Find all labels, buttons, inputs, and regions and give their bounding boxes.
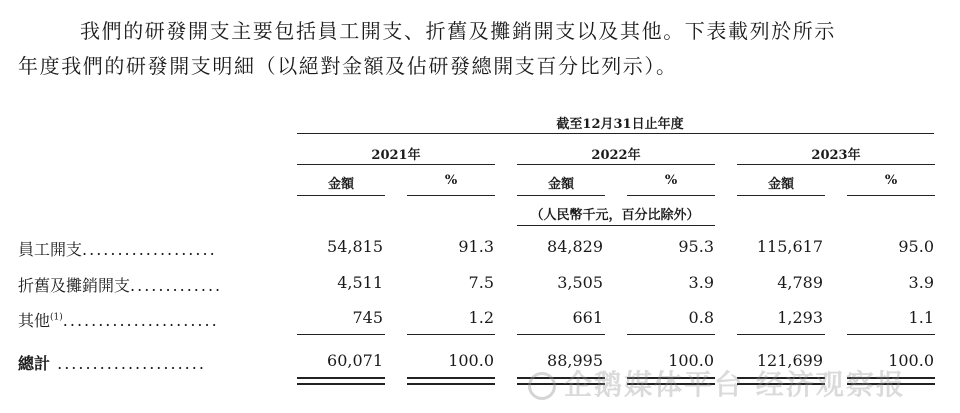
watermark [528, 363, 948, 403]
penguin-logo-icon [528, 372, 556, 400]
unit-note: （人民幣千元，百分比除外） [530, 208, 700, 223]
year-rule-2023 [737, 164, 935, 165]
row-label-total: 總計 ..................... [18, 354, 206, 373]
year-2023-header: 2023年 [811, 148, 861, 163]
cell-total-2023-percent: 100.0 [888, 351, 934, 370]
year-rule-2021 [297, 164, 495, 165]
col-rule-amount-2023 [737, 195, 825, 196]
cell-staff-2022-percent: 95.3 [678, 237, 714, 256]
row-label-other: 其他$^{(1)}$...................... [18, 311, 219, 330]
total-double-rule-bottom-2021-amount [297, 383, 385, 385]
cell-staff-2022-amount: 84,829 [547, 237, 603, 256]
cell-staff-2021-percent: 91.3 [458, 237, 494, 256]
cell-other-2023-percent: 1.1 [908, 308, 934, 327]
col-amount-2021: 金額 [327, 177, 354, 192]
watermark-text: 企鹅媒体平台 经济观察报 [564, 368, 906, 401]
cell-depr-2022-amount: 3,505 [557, 273, 603, 292]
subtotal-rule-2021-amount [297, 334, 385, 335]
row-label-text: 總計 [18, 354, 51, 373]
subtotal-rule-2023-percent [847, 334, 935, 335]
cell-depr-2023-percent: 3.9 [908, 273, 934, 292]
cell-depr-2021-amount: 4,511 [337, 273, 383, 292]
col-rule-percent-2023 [847, 195, 935, 196]
row-label-depreciation: 折舊及攤銷開支............. [18, 276, 223, 295]
period-header: 截至12月31日止年度 [556, 117, 684, 132]
year-2021-header: 2021年 [371, 148, 421, 163]
year-2022-header: 2022年 [591, 148, 641, 163]
col-amount-2023: 金額 [767, 177, 794, 192]
intro-line-1: 我們的研發開支主要包括員工開支、折舊及攤銷開支以及其他。下表載列於所示 [80, 19, 836, 43]
col-percent-2023: % [884, 173, 898, 188]
subtotal-rule-2023-amount [737, 334, 825, 335]
cell-other-2022-percent: 0.8 [688, 308, 714, 327]
cell-total-2021-amount: 60,071 [327, 351, 383, 370]
intro-paragraph [18, 14, 948, 84]
row-label-text: 其他 [18, 311, 51, 330]
cell-staff-2023-amount: 115,617 [756, 237, 823, 256]
cell-total-2021-percent: 100.0 [448, 351, 494, 370]
unit-rule [517, 225, 715, 226]
subtotal-rule-2021-percent [407, 334, 495, 335]
row-label-text: 員工開支 [18, 240, 83, 259]
cell-depr-2023-amount: 4,789 [777, 273, 823, 292]
cell-depr-2022-percent: 3.9 [688, 273, 714, 292]
col-rule-amount-2021 [297, 195, 385, 196]
cell-other-2021-amount: 745 [352, 308, 383, 327]
cell-other-2022-amount: 661 [572, 308, 603, 327]
col-percent-2021: % [444, 173, 458, 188]
subtotal-rule-2022-amount [517, 334, 605, 335]
period-rule [297, 133, 934, 134]
cell-total-2022-percent: 100.0 [668, 351, 714, 370]
total-double-rule-top-2021-amount [297, 377, 385, 379]
col-amount-2022: 金額 [547, 177, 574, 192]
row-label-text: 折舊及攤銷開支 [18, 276, 131, 295]
total-double-rule-bottom-2021-percent [407, 383, 495, 385]
row-label-staff: 員工開支................... [18, 240, 217, 259]
footnote-marker: (1) [50, 312, 63, 323]
cell-depr-2021-percent: 7.5 [468, 273, 494, 292]
col-percent-2022: % [664, 173, 678, 188]
year-rule-2022 [517, 164, 715, 165]
cell-other-2023-amount: 1,293 [777, 308, 823, 327]
cell-other-2021-percent: 1.2 [468, 308, 494, 327]
cell-total-2023-amount: 121,699 [756, 351, 823, 370]
total-double-rule-top-2021-percent [407, 377, 495, 379]
intro-line-2: 年度我們的研發開支明細（以絕對金額及佔研發總開支百分比列示）。 [18, 54, 678, 78]
col-rule-percent-2021 [407, 195, 495, 196]
col-rule-percent-2022 [627, 195, 715, 196]
cell-staff-2023-percent: 95.0 [898, 237, 934, 256]
cell-total-2022-amount: 88,995 [547, 351, 603, 370]
subtotal-rule-2022-percent [627, 334, 715, 335]
cell-staff-2021-amount: 54,815 [327, 237, 383, 256]
col-rule-amount-2022 [517, 195, 605, 196]
